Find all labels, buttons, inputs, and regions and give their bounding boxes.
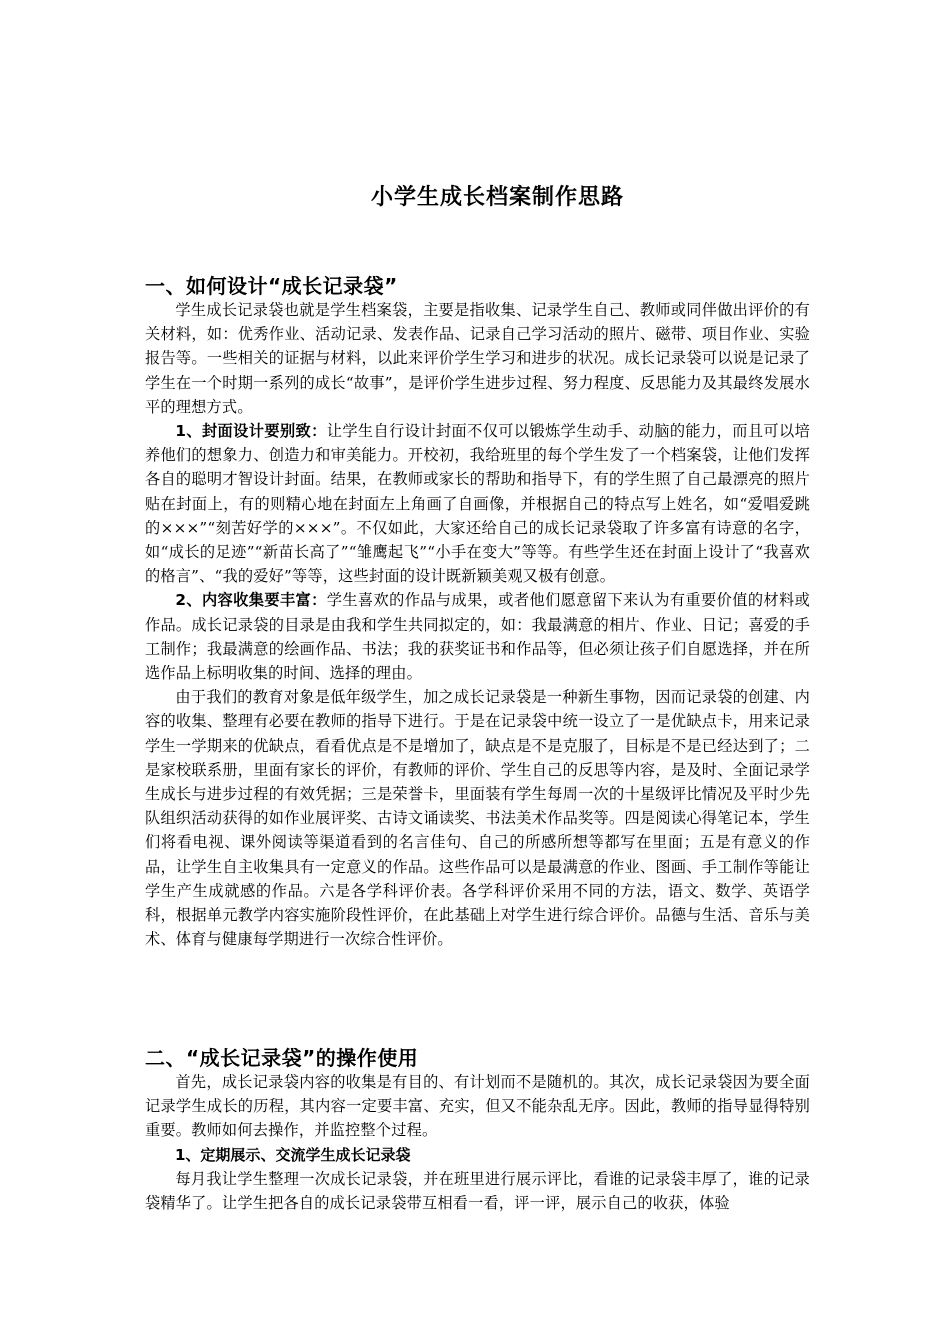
section1-heading: 一、如何设计“成长记录袋” bbox=[145, 274, 398, 298]
record-bag-contents-paragraph: 由于我们的教育对象是低年级学生，加之成长记录袋是一种新生事物，因而记录袋的创建、内容的收集、整理有必要在教师的指导下进行。于是在记录袋中统一设立了一是优缺点卡，用来记录学生一学期来的优缺点，看看优点是不是增加了，缺点是不是克服了，目标是不是已经达到了；二是家校联系册，里面有家长的评价，有教师的评价、学生自己的反思等内容，是及时、全面记录学生成长与进步过程的有效凭据；三是荣誉卡，里面装有学生每周一次的十星级评比情况及平时少先队组织活动获得的如作业展评奖、古诗文诵读奖、书法美术作品奖等。四是阅读心得笔记本，学生们将看电视、课外阅读等渠道看到的名言佳句、自己的所感所想等都写在里面；五是有意义的作品，让学生自主收集具有一定意义的作品。这些作品可以是最满意的作业、图画、手工制作等能让学生产生成就感的作品。六是各学科评价表。各学科评价采用不同的方法，语文、数学、英语学科，根据单元教学内容实施阶段性评价，在此基础上对学生进行综合评价。品德与生活、音乐与美术、体育与健康每学期进行一次综合性评价。 bbox=[145, 688, 810, 949]
cover-design-text: 让学生自行设计封面不仅可以锻炼学生动手、动脑的能力，而且可以培养他们的想象力、创造力和审美能力。开校初，我给班里的每个学生发了一个档案袋，让他们发挥各自的聪明才智设计封面。结果，在教师或家长的帮助和指导下，有的学生照了自己最漂亮的照片贴在封面上，有的则精心地在封面左上角画了自画像，并根据自己的特点写上姓名，如“爱唱爱跳的×××”“刻苦好学的×××”。不仅如此，大家还给自己的成长记录袋取了许多富有诗意的名字，如“成长的足迹”“新苗长高了”“雏鹰起飞”“小手在变大”等等。有些学生还在封面上设计了“我喜欢的格言”、“我的爱好”等等，这些封面的设计既新颖美观又极有创意。 bbox=[145, 422, 810, 586]
section2-body bbox=[145, 1070, 810, 1215]
document-title: 小学生成长档案制作思路 bbox=[370, 185, 624, 210]
content-collection-label: 2、内容收集要丰富： bbox=[175, 591, 327, 610]
cover-design-paragraph bbox=[145, 419, 810, 588]
section2-heading: 二、“成长记录袋”的操作使用 bbox=[145, 1046, 419, 1070]
section1-intro-paragraph: 学生成长记录袋也就是学生档案袋，主要是指收集、记录学生自己、教师或同伴做出评价的有关材料，如：优秀作业、活动记录、发表作品、记录自己学习活动的照片、磁带、项目作业、实验报告等。一些相关的证据与材料，以此来评价学生学习和进步的状况。成长记录袋可以说是记录了学生在一个时期一系列的成长“故事”，是评价学生进步过程、努力程度、反思能力及其最终发展水平的理想方式。 bbox=[145, 301, 810, 416]
periodic-display-paragraph: 每月我让学生整理一次成长记录袋，并在班里进行展示评比，看谁的记录袋丰厚了，谁的记录袋精华了。让学生把各自的成长记录袋带互相看一看，评一评，展示自己的收获，体验 bbox=[145, 1169, 810, 1213]
content-collection-paragraph bbox=[145, 588, 810, 685]
section1-body bbox=[145, 298, 810, 951]
section2-intro-paragraph: 首先，成长记录袋内容的收集是有目的、有计划而不是随机的。其次，成长记录袋因为要全面记录学生成长的历程，其内容一定要丰富、充实，但又不能杂乱无序。因此，教师的指导显得特别重要。教师如何去操作，并监控整个过程。 bbox=[145, 1073, 810, 1140]
section2-subheading: 1、定期展示、交流学生成长记录袋 bbox=[175, 1145, 411, 1164]
content-collection-text: 学生喜欢的作品与成果，或者他们愿意留下来认为有重要价值的材料或作品。成长记录袋的目录是由我和学生共同拟定的，如：我最满意的相片、作业、日记；喜爱的手工制作；我最满意的绘画作品、书法；我的获奖证书和作品等，但必须让孩子们自愿选择，并在所选作品上标明收集的时间、选择的理由。 bbox=[145, 591, 810, 683]
cover-design-label: 1、封面设计要别致： bbox=[175, 422, 327, 441]
